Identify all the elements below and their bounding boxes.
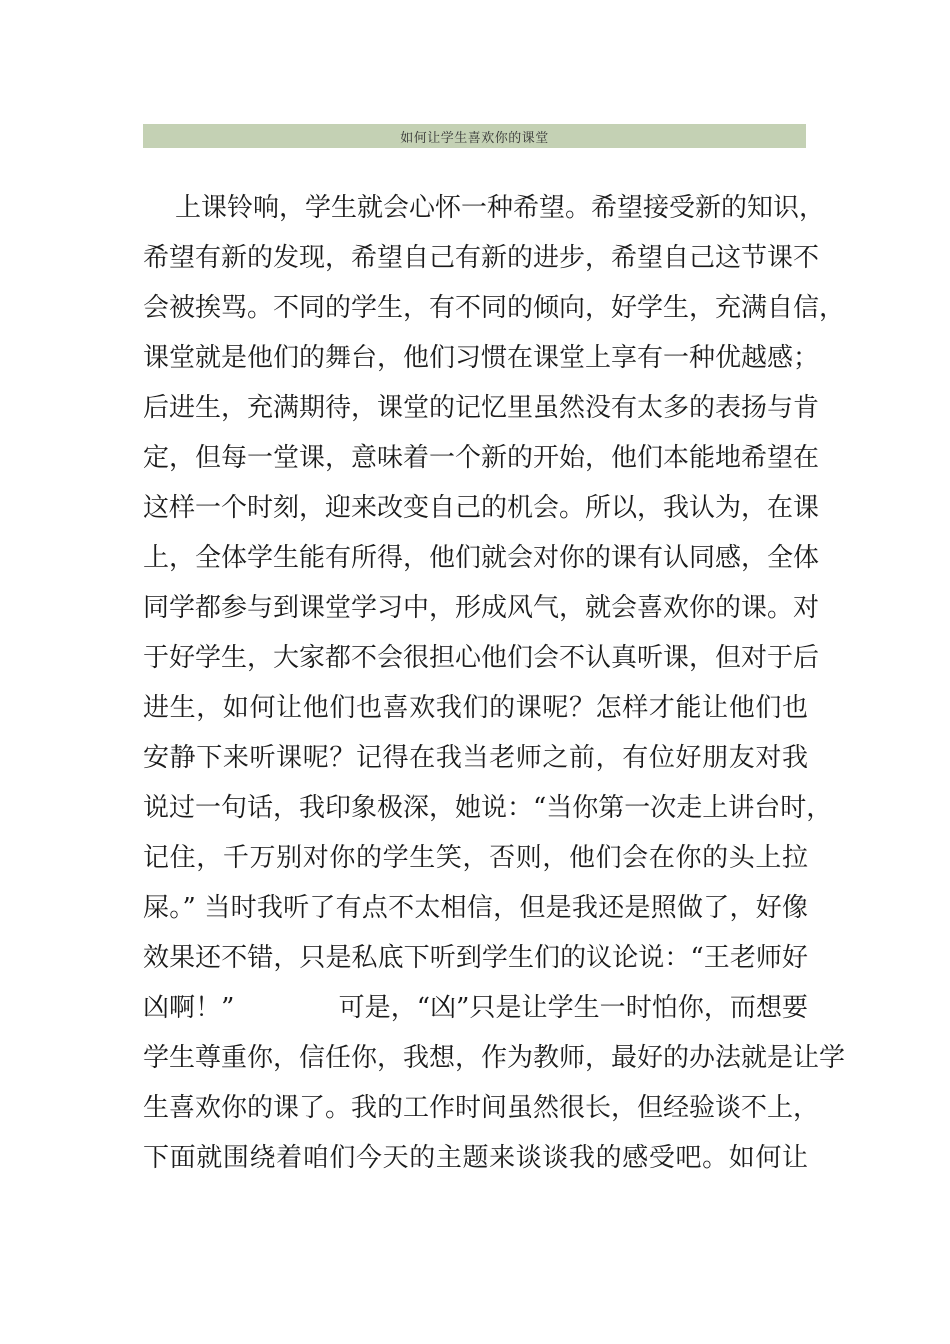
text-line: 生喜欢你的课了。我的工作时间虽然很长，但经验谈不上， — [143, 1093, 820, 1123]
text-line: 于好学生，大家都不会很担心他们会不认真听课，但对于后 — [143, 643, 820, 673]
text-line: 定，但每一堂课，意味着一个新的开始，他们本能地希望在 — [143, 443, 820, 473]
text-line: 安静下来听课呢？记得在我当老师之前，有位好朋友对我 — [143, 743, 808, 773]
text-line: 上，全体学生能有所得，他们就会对你的课有认同感，全体 — [143, 543, 820, 573]
text-line: 课堂就是他们的舞台，他们习惯在课堂上享有一种优越感； — [143, 343, 820, 373]
header-band — [143, 124, 806, 148]
text-line: 会被挨骂。不同的学生，有不同的倾向，好学生，充满自信， — [143, 293, 846, 323]
text-line: 同学都参与到课堂学习中，形成风气，就会喜欢你的课。对 — [143, 593, 820, 623]
text-line: 凶啊！” 可是，“凶”只是让学生一时怕你，而想要 — [143, 993, 808, 1023]
text-line: 说过一句话，我印象极深，她说：“当你第一次走上讲台时， — [143, 793, 833, 823]
document-title: 如何让学生喜欢你的课堂 — [400, 130, 549, 146]
text-line: 屎。” 当时我听了有点不太相信，但是我还是照做了，好像 — [143, 893, 808, 923]
text-line: 进生，如何让他们也喜欢我们的课呢？怎样才能让他们也 — [143, 693, 808, 723]
text-line: 记住，千万别对你的学生笑，否则，他们会在你的头上拉 — [143, 843, 808, 873]
text-line: 上课铃响，学生就会心怀一种希望。希望接受新的知识， — [175, 193, 826, 223]
text-line: 后进生，充满期待，课堂的记忆里虽然没有太多的表扬与肯 — [143, 393, 820, 423]
text-line: 下面就围绕着咱们今天的主题来谈谈我的感受吧。如何让 — [143, 1143, 808, 1173]
text-line: 效果还不错，只是私底下听到学生们的议论说：“王老师好 — [143, 943, 808, 973]
body-paragraph — [143, 183, 846, 1183]
text-line: 希望有新的发现，希望自己有新的进步，希望自己这节课不 — [143, 243, 820, 273]
text-line: 这样一个时刻，迎来改变自己的机会。所以，我认为，在课 — [143, 493, 820, 523]
text-line: 学生尊重你，信任你，我想，作为教师，最好的办法就是让学 — [143, 1043, 846, 1073]
